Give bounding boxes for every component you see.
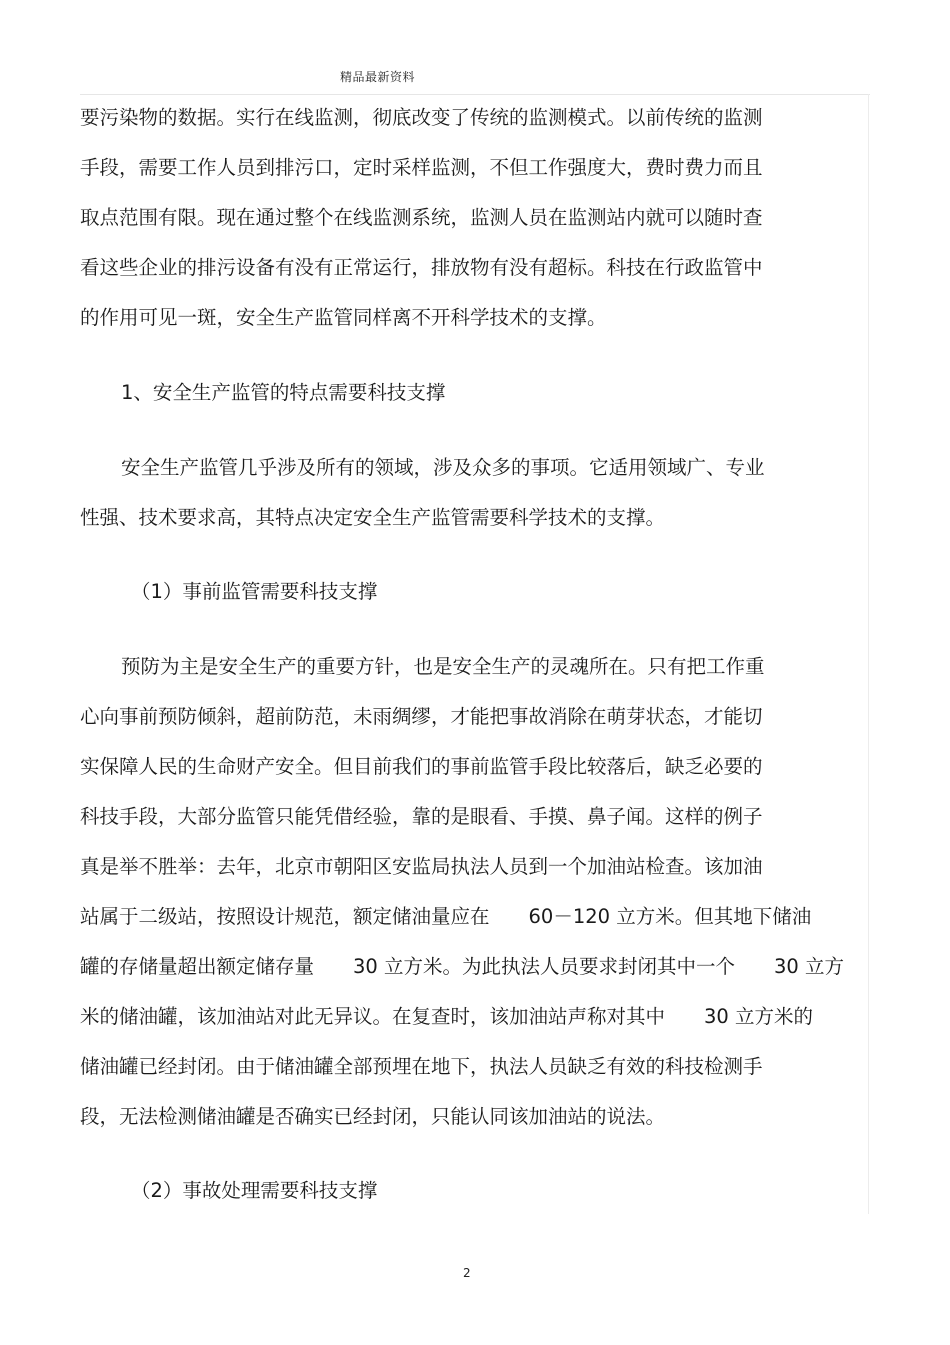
page-number: 2: [463, 1266, 471, 1280]
paragraph-line: 看这些企业的排污设备有没有正常运行，排放物有没有超标。科技在行政监管中: [80, 256, 763, 279]
paragraph-line: 真是举不胜举：去年，北京市朝阳区安监局执法人员到一个加油站检查。该加油: [80, 855, 763, 878]
paragraph-line: 段，无法检测储油罐是否确实已经封闭，只能认同该加油站的说法。: [80, 1105, 666, 1128]
subsection-heading: （1）事前监管需要科技支撑: [131, 580, 378, 603]
paragraph-line: 取点范围有限。现在通过整个在线监测系统，监测人员在监测站内就可以随时查: [80, 206, 763, 229]
paragraph-line: 的作用可见一斑，安全生产监管同样离不开科学技术的支撑。: [80, 306, 607, 329]
paragraph-line: 心向事前预防倾斜，超前防范，未雨绸缪，才能把事故消除在萌芽状态，才能切: [80, 705, 763, 728]
paragraph-line: 罐的存储量超出额定储存量 30 立方米。为此执法人员要求封闭其中一个 30 立方: [80, 955, 845, 978]
paragraph-line: 实保障人民的生命财产安全。但目前我们的事前监管手段比较落后，缺乏必要的: [80, 755, 763, 778]
right-margin-line: [868, 94, 869, 1214]
paragraph-line: 安全生产监管几乎涉及所有的领域，涉及众多的事项。它适用领域广、专业: [121, 456, 765, 479]
paragraph-line: 科技手段，大部分监管只能凭借经验，靠的是眼看、手摸、鼻子闻。这样的例子: [80, 805, 763, 828]
paragraph-line: 要污染物的数据。实行在线监测，彻底改变了传统的监测模式。以前传统的监测: [80, 106, 763, 129]
header-divider: [80, 94, 870, 95]
section-heading: 1、安全生产监管的特点需要科技支撑: [121, 381, 446, 404]
paragraph-line: 米的储油罐，该加油站对此无异议。在复查时，该加油站声称对其中 30 立方米的: [80, 1005, 814, 1028]
subsection-heading: （2）事故处理需要科技支撑: [131, 1179, 378, 1202]
paragraph-line: 手段，需要工作人员到排污口，定时采样监测，不但工作强度大，费时费力而且: [80, 156, 763, 179]
paragraph-line: 站属于二级站，按照设计规范，额定储油量应在 60－120 立方米。但其地下储油: [80, 905, 812, 928]
paragraph-line: 预防为主是安全生产的重要方针，也是安全生产的灵魂所在。只有把工作重: [121, 655, 765, 678]
page-header: 精品最新资料: [340, 70, 416, 84]
paragraph-line: 性强、技术要求高，其特点决定安全生产监管需要科学技术的支撑。: [80, 506, 666, 529]
paragraph-line: 储油罐已经封闭。由于储油罐全部预埋在地下，执法人员缺乏有效的科技检测手: [80, 1055, 763, 1078]
